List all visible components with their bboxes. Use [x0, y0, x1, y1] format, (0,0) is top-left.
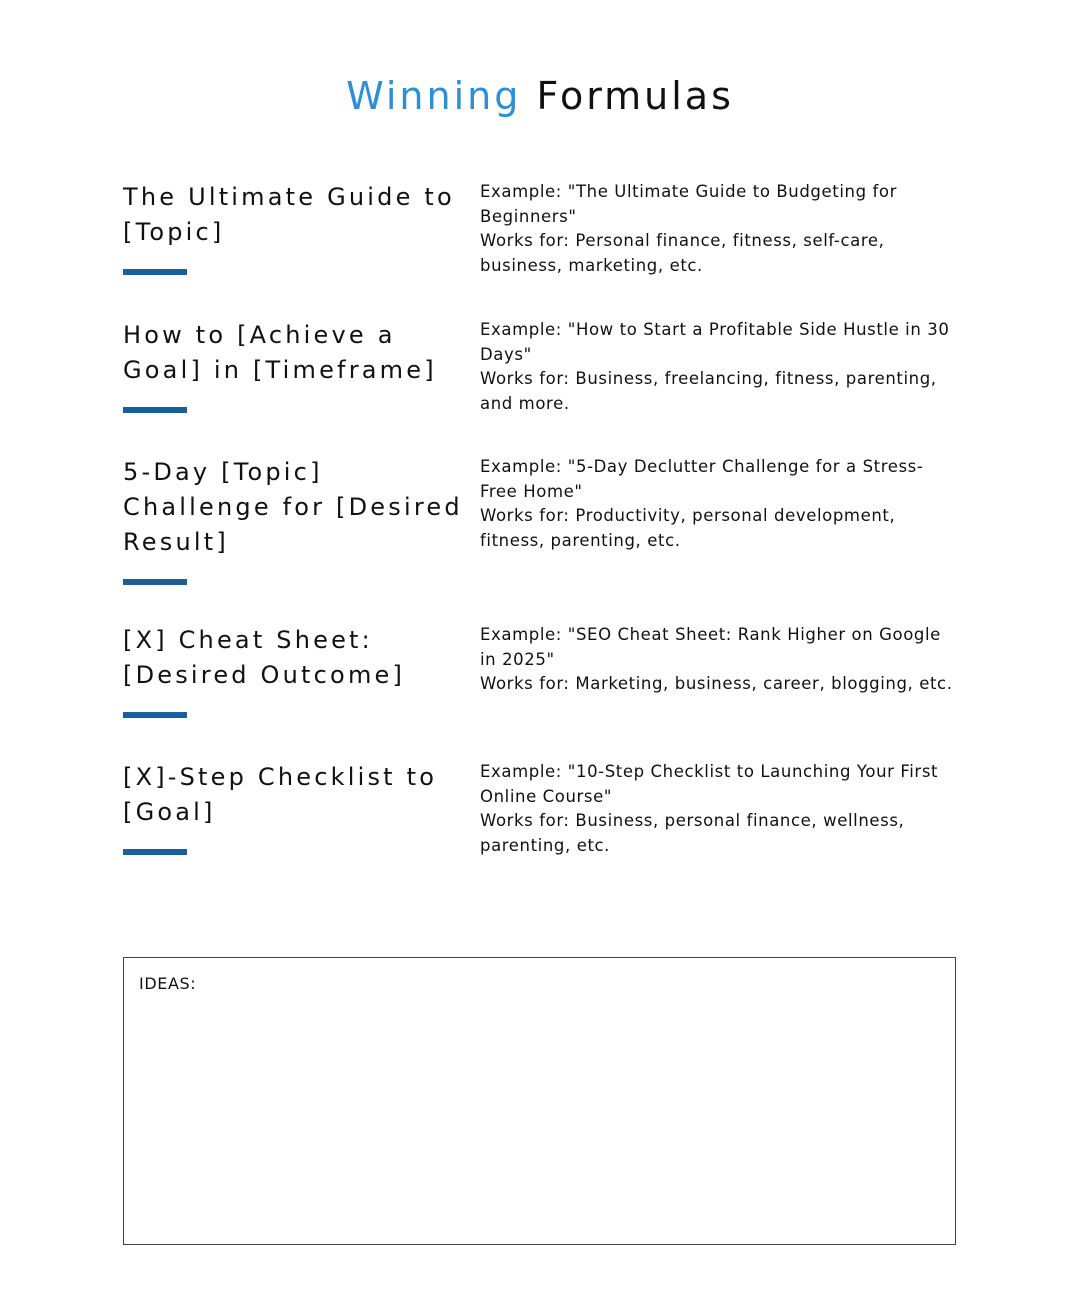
formula-works-for: Works for: Business, freelancing, fitness, parenting, and more.: [480, 369, 937, 414]
formula-underline-bar: [123, 579, 187, 585]
formula-example: Example: "SEO Cheat Sheet: Rank Higher on Google in 2025": [480, 625, 941, 669]
formula-title: [X]-Step Checklist to [Goal]: [123, 763, 438, 826]
formula-underline-bar: [123, 712, 187, 718]
formula-title: The Ultimate Guide to [Topic]: [123, 183, 455, 246]
formula-underline-bar: [123, 407, 187, 413]
formula-description: [480, 455, 960, 554]
formula-example: Example: "The Ultimate Guide to Budgeting for Beginners": [480, 182, 897, 226]
formula-title: 5-Day [Topic] Challenge for [Desired Result]: [123, 458, 463, 556]
formula-description: [480, 318, 960, 417]
formula-example: Example: "10-Step Checklist to Launching Your First Online Course": [480, 762, 939, 806]
formula-works-for: Works for: Marketing, business, career, blogging, etc.: [480, 674, 953, 694]
formula-title: How to [Achieve a Goal] in [Timeframe]: [123, 321, 437, 384]
formula-example: Example: "How to Start a Profitable Side Hustle in 30 Days": [480, 320, 950, 364]
formula-description: [480, 623, 960, 697]
formula-example: Example: "5-Day Declutter Challenge for a Stress-Free Home": [480, 457, 924, 501]
formula-title: [X] Cheat Sheet: [Desired Outcome]: [123, 626, 406, 689]
formula-works-for: Works for: Personal finance, fitness, self-care, business, marketing, etc.: [480, 231, 885, 276]
page-title: [0, 68, 1080, 124]
formula-works-for: Works for: Productivity, personal development, fitness, parenting, etc.: [480, 506, 896, 551]
title-accent-word: Winning: [346, 74, 522, 118]
formula-description: [480, 760, 960, 859]
ideas-label: IDEAS:: [139, 974, 197, 993]
formula-underline-bar: [123, 849, 187, 855]
formula-underline-bar: [123, 269, 187, 275]
ideas-box[interactable]: [123, 957, 956, 1245]
formula-works-for: Works for: Business, personal finance, wellness, parenting, etc.: [480, 811, 905, 856]
formula-description: [480, 180, 960, 279]
title-rest-word: Formulas: [536, 74, 734, 118]
